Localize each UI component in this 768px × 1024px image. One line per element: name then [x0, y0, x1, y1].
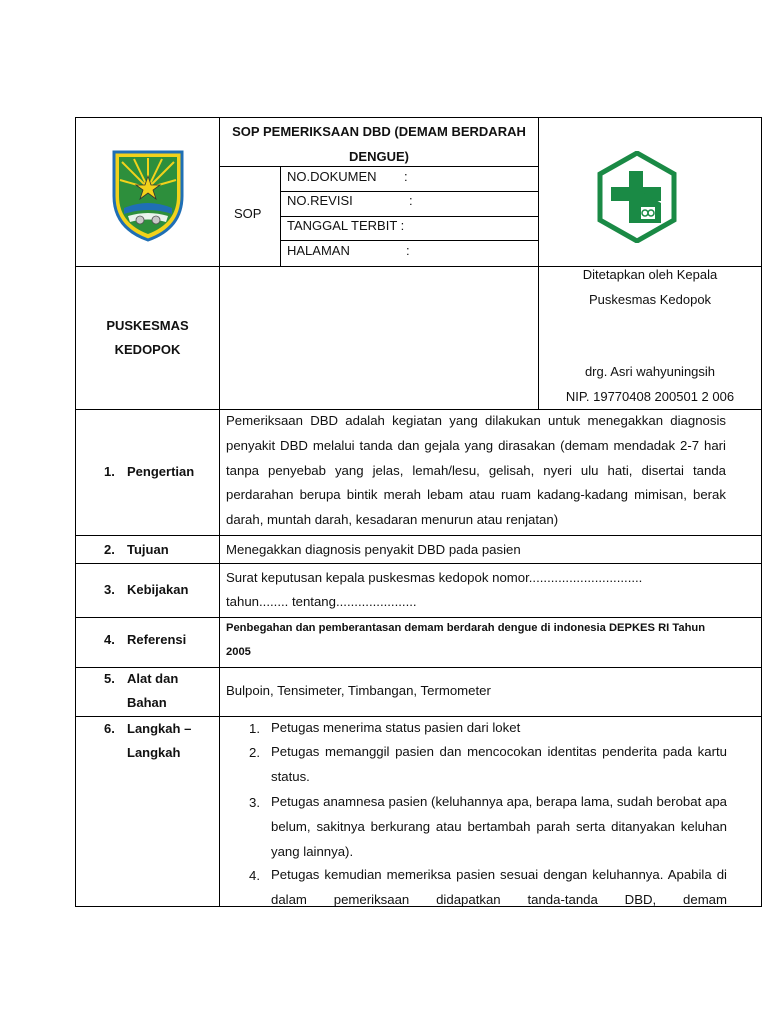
step-text: Petugas menerima status pasien dari loket	[271, 720, 521, 735]
section-label-alat-line1: Alat dan	[127, 671, 179, 686]
section-label-alat-line2: Bahan	[127, 695, 167, 710]
institution-name: PUSKESMAS KEDOPOK	[106, 318, 189, 357]
step-text: Petugas anamnesa pasien (keluhannya apa, berapa lama, sudah berobat apa belum, sakitnya berkurang atau bertambah parah serta ditanyakan keluhan yang lainnya).	[271, 794, 727, 859]
section-label-langkah-line1: Langkah –	[127, 721, 192, 736]
approval-name: drg. Asri wahyuningsih	[584, 364, 716, 379]
section-number: 3.	[104, 582, 115, 597]
approval-line1: Ditetapkan oleh Kepala	[582, 267, 718, 282]
sop-label: SOP	[234, 206, 262, 221]
field-no-dokumen-label: NO.DOKUMEN	[287, 169, 377, 184]
field-no-dokumen-value: :	[404, 169, 408, 184]
approval-nip: NIP. 19770408 200501 2 006	[565, 389, 735, 404]
section-label-pengertian: Pengertian	[127, 464, 195, 479]
field-no-revisi-label: NO.REVISI	[287, 193, 353, 208]
step-text: Petugas kemudian memeriksa pasien sesuai dengan keluhannya. Apabila di dalam pemeriksaan didapatkan tanda-tanda DBD, demam	[271, 867, 727, 906]
field-halaman-value: :	[406, 243, 410, 258]
field-halaman-label: HALAMAN	[287, 243, 350, 258]
step-number: 3.	[249, 795, 260, 810]
section-number: 2.	[104, 542, 115, 557]
pengertian-text: Pemeriksaan DBD adalah kegiatan yang dilakukan untuk menegakkan diagnosis penyakit DBD melalui tanda dan gejala yang dirasakan (demam mendadak 2-7 hari tanpa penyebab yang jelas, lemah/lesu, gelisah, nyeri ulu hati, disertai tanda perdarahan berupa bintik merah lebam atau ruam kadang-kadang mimisan, berak darah, muntah darah, kesadaran menurun atau renjatan)	[226, 413, 726, 528]
field-no-revisi-value: :	[409, 193, 413, 208]
section-number: 1.	[104, 464, 115, 479]
step-number: 1.	[249, 721, 260, 736]
approval-line2: Puskesmas Kedopok	[588, 292, 712, 307]
step-text: Petugas memanggil pasien dan mencocokan identitas penderita pada kartu status.	[271, 744, 727, 784]
regional-emblem-icon	[110, 150, 186, 242]
kebijakan-line1: Surat keputusan kepala puskesmas kedopok nomor...............................	[226, 570, 643, 585]
section-number: 5.	[104, 671, 115, 686]
field-tanggal-terbit-label: TANGGAL TERBIT :	[287, 218, 405, 233]
puskesmas-cross-house-icon	[597, 151, 677, 243]
step-number: 4.	[249, 868, 260, 883]
alat-text: Bulpoin, Tensimeter, Timbangan, Termometer	[226, 683, 491, 698]
tujuan-text: Menegakkan diagnosis penyakit DBD pada pasien	[226, 542, 521, 557]
section-number: 6.	[104, 721, 115, 736]
section-label-referensi: Referensi	[127, 632, 187, 647]
section-label-langkah-line2: Langkah	[127, 745, 181, 760]
section-number: 4.	[104, 632, 115, 647]
sop-title: SOP PEMERIKSAAN DBD (DEMAM BERDARAH DENGUE)	[232, 124, 526, 164]
kebijakan-line2: tahun........ tentang......................	[226, 594, 417, 609]
referensi-text: Penbegahan dan pemberantasan demam berdarah dengue di indonesia DEPKES RI Tahun 2005	[226, 622, 706, 658]
section-label-tujuan: Tujuan	[127, 542, 169, 557]
step-number: 2.	[249, 745, 260, 760]
section-label-kebijakan: Kebijakan	[127, 582, 189, 597]
